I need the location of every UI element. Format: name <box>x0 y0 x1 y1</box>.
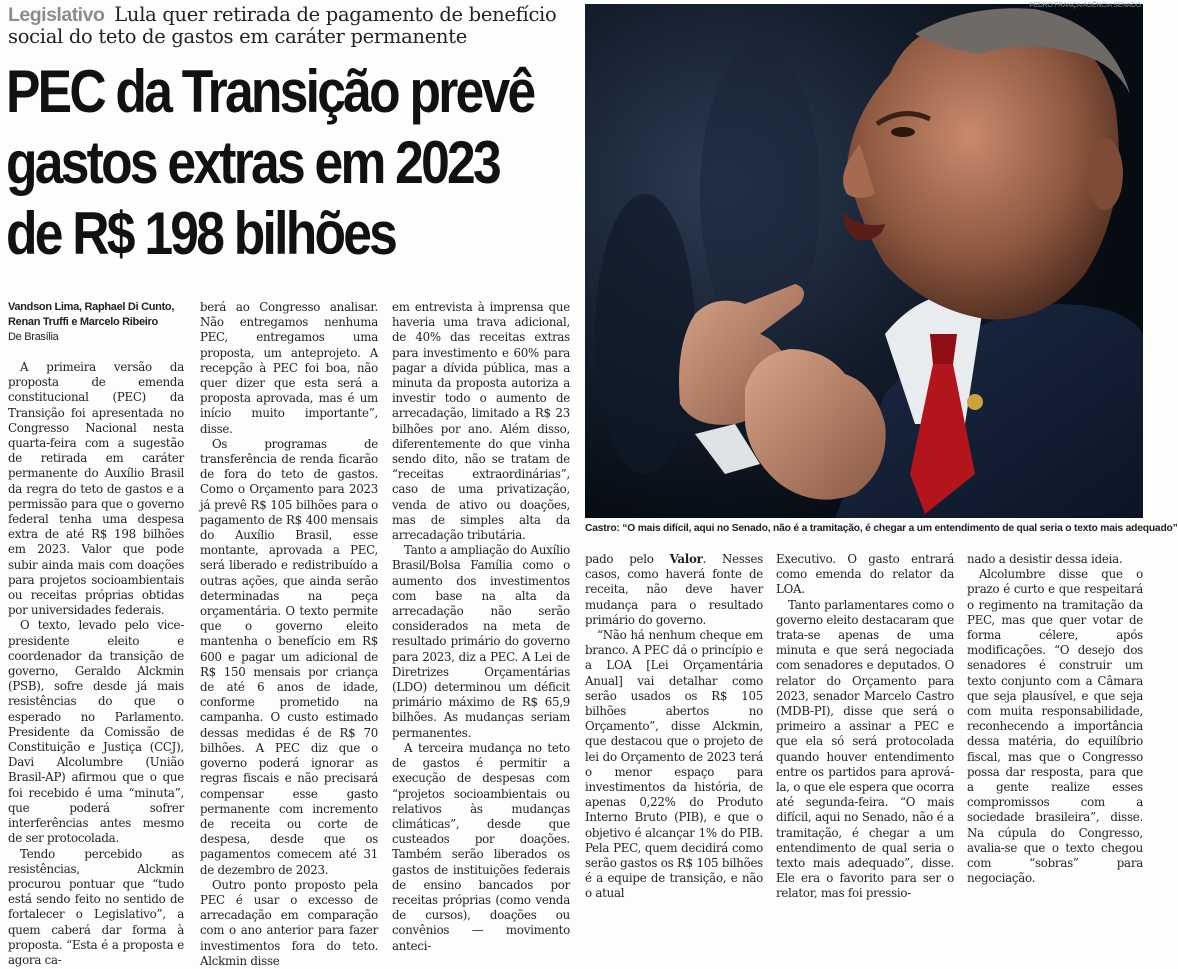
headline-line-3: de R$ 198 bilhões <box>6 200 396 267</box>
byline-authors: Vandson Lima, Raphael Di Cunto, Renan Truffi e Marcelo Ribeiro <box>8 301 175 328</box>
paragraph: “Não há nenhum cheque em branco. A PEC dá o princípio e a LOA [Lei Orçamentária Anual] vai detalhar como serão usados os R$ 105 bilhões abertos no Orçamento”, disse Alckmin, que destacou que o projeto de lei do Orçamento de 2023 terá o menor espaço para investimentos da história, de apenas 0,22% do Produto Interno Bruto (PIB), e que o objetivo é alcançar 1% do PIB. Pela PEC, quem decidirá como serão gastos os R$ 105 bilhões é a equipe de transição, e não o atual <box>585 628 763 901</box>
kicker-text: Lula quer retirada de pagamento de benefício social do teto de gastos em caráter permanente <box>8 3 557 48</box>
paragraph <box>585 552 763 628</box>
paragraph: Outro ponto proposto pela PEC é usar o excesso de arrecadação em comparação com o ano anterior para fazer investimentos fora do teto. Alckmin disse <box>200 877 378 968</box>
paragraph: Os programas de transferência de renda ficarão de fora do teto de gastos. Como o Orçamento para 2023 já prevê R$ 105 bilhões para o pagamento de R$ 400 mensais do Auxílio Brasil, esse montante, aprovada a PEC, será liberado e redistribuído a outras ações, que ainda serão determinadas na peça orçamentária. O texto permite que o governo eleito mantenha o benefício em R$ 600 e pagar um adicional de R$ 150 mensais por criança de até 6 anos de idade, conforme prometido na campanha. O custo estimado dessas medidas é de R$ 70 bilhões. A PEC diz que o governo poderá ignorar as regras fiscais e não precisará compensar esse gasto permanente com incremento de receita ou corte de despesa, desde que os pagamentos comecem até 31 de dezembro de 2023. <box>200 436 378 877</box>
article-column-6 <box>967 552 1143 886</box>
kicker <box>8 4 578 48</box>
paragraph: A terceira mudança no teto de gastos é permitir a execução de despesas com “projetos socioambientais ou relativos às mudanças climáticas”, desde que custeados por doações. Também serão liberados os gastos de instituições federais de ensino bancados por receitas próprias (como venda de cursos), doações ou convênios — movimento anteci- <box>392 740 570 953</box>
paragraph: Tendo percebido as resistências, Alckmin procurou pontuar que “tudo está sendo feito no sentido de fortalecer o Legislativo”, a quem caberá dar forma à proposta. “Esta é a proposta e agora ca- <box>8 846 184 967</box>
headline-line-1: PEC da Transição prevê <box>6 58 534 125</box>
article-column-5 <box>776 552 954 901</box>
photo-credit: PEDRO FRANÇA/AGÊNCIA SENADO <box>1029 2 1141 9</box>
byline <box>8 300 188 345</box>
paragraph: O texto, levado pelo vice-presidente eleito e coordenador da transição de governo, Geraldo Alckmin (PSB), sofre desde já mais resistências do que o esperado no Parlamento. Presidente da Comissão de Constituição e Justiça (CCJ), Davi Alcolumbre (União Brasil-AP) afirmou que o que foi recebido é uma “minuta”, que poderá sofrer interferências antes mesmo de ser protocolada. <box>8 618 184 846</box>
photo-illustration <box>585 4 1143 518</box>
paragraph: em entrevista à imprensa que haveria uma trava adicional, de 40% das receitas extras para investimento e 60% para pagar a dívida pública, mas a minuta da proposta autoriza a investir todo o aumento de arrecadação, limitado a R$ 23 bilhões por ano. Além disso, diferentemente do que vinha sendo dito, não se tratam de “receitas extraordinárias”, caso de uma privatização, venda de ativo ou doações, mas de simples alta da arrecadação tributária. <box>392 300 570 543</box>
photo-caption: Castro: “O mais difícil, aqui no Senado, não é a tramitação, é chegar a um entendimento de qual seria o texto mais adequado” <box>585 523 1178 534</box>
paragraph: Executivo. O gasto entrará como emenda do relator da LOA. <box>776 552 954 597</box>
paragraph: nado a desistir dessa ideia. <box>967 552 1123 566</box>
text-run: pado pelo <box>585 552 670 566</box>
byline-location: De Brasília <box>8 331 59 343</box>
paragraph: Alcolumbre disse que o prazo é curto e que respeitará o regimento na tramitação da PEC, mas que quer votar de forma célere, após modificações. “O desejo dos senadores é construir um texto conjunto com a Câmara que seja plausível, e que seja com muita responsabilidade, reconhecendo a importância dessa matéria, do equilíbrio fiscal, mas que o Congresso possa dar resposta, para que a gente realize esses compromissos com a sociedade brasileira”, disse. Na cúpula do Congresso, avalia-se que o texto chegou com “sobras” para negociação. <box>967 567 1143 886</box>
newspaper-name: Valor <box>669 552 703 566</box>
section-label: Legislativo <box>8 4 105 26</box>
article-column-3 <box>392 300 570 953</box>
text-run: . Nesses casos, como haverá fonte de receita, não deve haver mudança para o resultado primário do governo. <box>585 552 763 627</box>
senator-photo <box>585 4 1143 518</box>
paragraph: berá ao Congresso analisar. Não entregamos nenhuma PEC, entregamos uma proposta, um anteprojeto. A recepção à PEC foi boa, não quer dizer que esta será a proposta aprovada, mas é um início muito importante”, disse. <box>200 300 378 436</box>
headline <box>6 56 534 269</box>
article-column-4 <box>585 552 763 901</box>
paragraph: A primeira versão da proposta de emenda constitucional (PEC) da Transição foi apresentada no Congresso Nacional nesta quarta-feira com a sugestão de retirada em caráter permanente do Auxílio Brasil da regra do teto de gastos e a permissão para que o governo federal tenha uma despesa extra de até R$ 198 bilhões em 2023. Valor que pode subir ainda mais com doações para projetos socioambientais ou receitas próprias obtidas por universidades federais. <box>8 360 184 618</box>
paragraph: Tanto parlamentares como o governo eleito destacaram que trata-se apenas de uma minuta e que será negociada com senadores e deputados. O relator do Orçamento para 2023, senador Marcelo Castro (MDB-PI), disse que será o primeiro a assinar a PEC e que ela só será protocolada quando houver entendimento entre os partidos para aprová-la, o que ele espera que ocorra até segunda-feira. “O mais difícil, aqui no Senado, não é a tramitação, é chegar a um entendimento de qual seria o texto mais adequado”, disse. Ele era o favorito para ser o relator, mas foi pressio- <box>776 597 954 901</box>
article-column-1 <box>8 360 184 967</box>
paragraph: Tanto a ampliação do Auxílio Brasil/Bolsa Família como o aumento dos investimentos com base na alta da arrecadação não serão considerados na meta de resultado primário do governo para 2023, diz a PEC. A Lei de Diretrizes Orçamentárias (LDO) determinou um déficit primário máximo de R$ 65,9 bilhões. As mudanças seriam permanentes. <box>392 543 570 740</box>
headline-line-2: gastos extras em 2023 <box>6 129 499 196</box>
article-column-2 <box>200 300 378 968</box>
